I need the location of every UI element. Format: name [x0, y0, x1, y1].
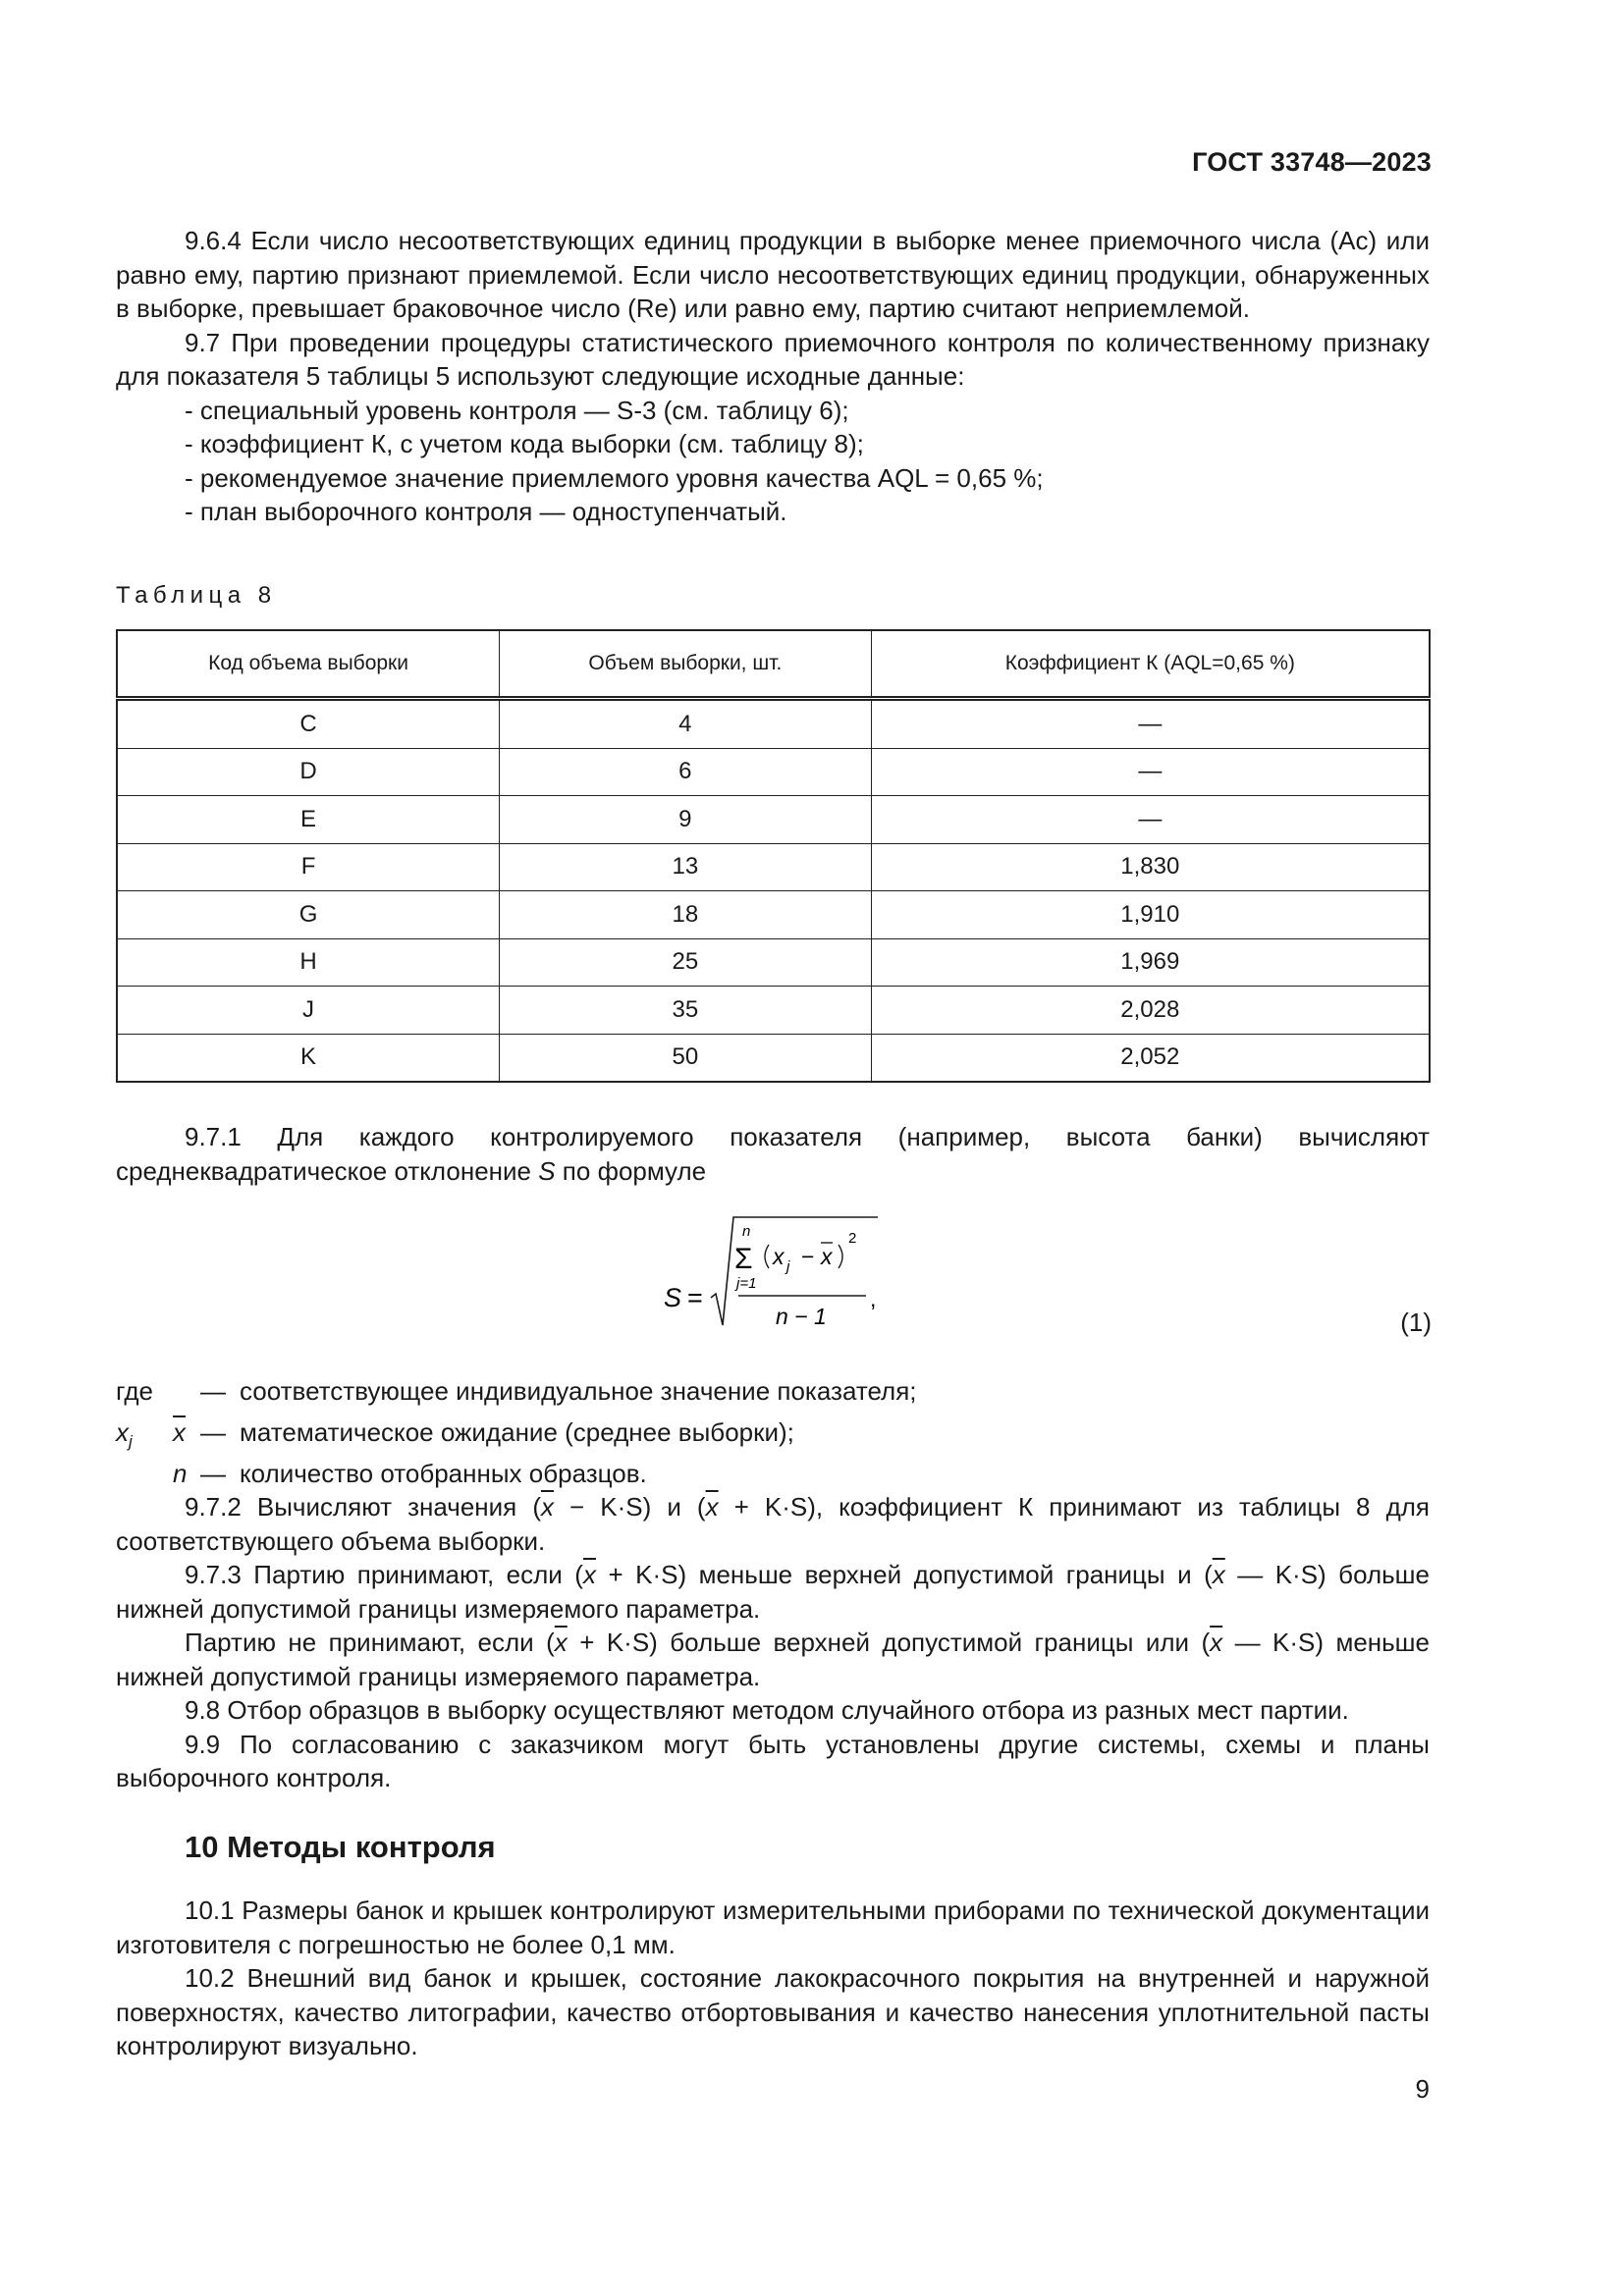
paragraph-9-9: 9.9 По согласованию с заказчиком могут быть установлены другие системы, схемы и планы выборочного контроля.	[116, 1729, 1430, 1792]
table-cell: —	[871, 699, 1430, 749]
paragraph-9-7-1	[116, 1120, 1430, 1188]
table-cell: 2,052	[871, 1034, 1430, 1082]
table-cell: 4	[500, 699, 872, 749]
paragraph-9-6-4: 9.6.4 Если число несоответствующих единиц продукции в выборке менее приемочного числа (Ac) или равно ему, партию признают приемлемой. Если число несоответствующих единиц продукции, обнаруженных в выборке, превышает браковочное число (Re) или равно ему, партию считают неприемлемой.	[116, 226, 1430, 323]
table-cell: J	[117, 987, 500, 1035]
legend-description: соответствующее индивидуальное значение показателя;	[240, 1376, 917, 1406]
table-cell: D	[117, 748, 500, 796]
table-cell: —	[871, 796, 1430, 844]
formula-lhs: S	[664, 1283, 682, 1312]
paragraph-9-7-1-block	[116, 1120, 1430, 1188]
text-run: + K·S) больше верхней допустимой границы или (	[567, 1628, 1211, 1657]
text-run: 9.7.3 Партию принимают, если (	[185, 1560, 583, 1589]
table-cell: 13	[500, 843, 872, 891]
variable-s: S	[538, 1155, 556, 1186]
std-deviation-formula	[660, 1209, 954, 1347]
table-row	[117, 796, 1430, 844]
table-cell: —	[871, 748, 1430, 796]
numerator-mean: x	[821, 1244, 833, 1269]
denominator: n − 1	[776, 1304, 827, 1329]
symbol-n: n	[173, 1459, 188, 1488]
table-caption: Таблица 8	[116, 582, 277, 609]
mean-symbol: $\overline{x}$	[705, 1492, 719, 1522]
text-run: 9.7.2 Вычисляют значения (	[185, 1492, 541, 1522]
symbol-x: x	[116, 1417, 129, 1447]
section-title: 10 Методы контроля	[185, 1830, 496, 1864]
table-cell: G	[117, 891, 500, 939]
list-item: - коэффициент К, с учетом кода выборки (см. таблицу 8);	[185, 429, 864, 458]
table-row	[117, 1034, 1430, 1082]
table-cell: 1,969	[871, 938, 1430, 987]
table-8	[116, 629, 1431, 1083]
numerator-subscript: j	[786, 1258, 790, 1275]
right-paren	[839, 1245, 842, 1268]
text-run: по формуле	[555, 1155, 707, 1186]
table-cell: C	[117, 699, 500, 749]
column-header: Код объема выборки	[117, 630, 500, 699]
table-cell: 2,028	[871, 987, 1430, 1035]
legend-description: математическое ожидание (среднее выборки);	[240, 1417, 794, 1447]
paragraph-10-1: 10.1 Размеры банок и крышек контролируют измерительными приборами по технической документации изготовителя с погрешностью не более 0,1 мм.	[116, 1896, 1430, 1959]
legend-dash: —	[200, 1459, 226, 1488]
mean-symbol: $\overline{x}$	[582, 1560, 596, 1589]
text-run: + K·S) меньше верхней допустимой границы и (	[595, 1560, 1213, 1589]
table-cell: 25	[500, 938, 872, 987]
table-row	[117, 748, 1430, 796]
table-cell: K	[117, 1034, 500, 1082]
column-header: Объем выборки, шт.	[500, 630, 872, 699]
paragraph-9-7: 9.7 При проведении процедуры статистического приемочного контроля по количественному признаку для показателя 5 таблицы 5 используют следующие исходные данные:	[116, 327, 1430, 391]
text-run: — K·S) меньше нижней допустимой границы измеряемого параметра.	[116, 1628, 1431, 1691]
table-cell: H	[117, 938, 500, 987]
text-run: 9.7.1 Для каждого контролируемого показателя (например, высота банки) вычисляют среднеквадратическое отклонение	[116, 1122, 1430, 1186]
mean-symbol: $\overline{x}$	[554, 1628, 568, 1657]
paragraph-not-accept	[116, 1626, 1430, 1693]
table-row	[117, 843, 1430, 891]
legend-dash: —	[200, 1376, 226, 1406]
formula-equals: =	[687, 1283, 703, 1312]
sum-lower-limit: j=1	[736, 1275, 757, 1292]
table-row	[117, 891, 1430, 939]
table-cell: 35	[500, 987, 872, 1035]
mean-symbol: $\overline{x}$	[1210, 1628, 1223, 1657]
list-item: - план выборочного контроля — одноступенчатый.	[185, 497, 787, 526]
numerator-variable: x	[773, 1244, 785, 1269]
sum-upper-limit: n	[742, 1223, 751, 1240]
section-10-text-block	[116, 1894, 1430, 2063]
table-header-row	[117, 630, 1430, 699]
legend-description: количество отобранных образцов.	[240, 1459, 647, 1488]
page-number: 9	[1415, 2074, 1430, 2104]
table-cell: 1,830	[871, 843, 1430, 891]
symbol-x-mean: $\overline{x}$	[173, 1417, 186, 1447]
intro-text-block	[116, 224, 1430, 529]
table-cell: 50	[500, 1034, 872, 1082]
text-run: — K·S) больше нижней допустимой границы измеряемого параметра.	[116, 1560, 1430, 1624]
symbol-subscript: j	[129, 1432, 133, 1452]
where-word: где	[116, 1376, 153, 1406]
formula-comma: ,	[870, 1286, 877, 1311]
table-cell: 6	[500, 748, 872, 796]
paragraph-10-2: 10.2 Внешний вид банок и крышек, состояние лакокрасочного покрытия на внутренней и наружной поверхностях, качество литографии, качество отбортовывания и качество нанесения уплотнительной пасты контролируют визуально.	[116, 1963, 1430, 2060]
text-run: Партию не принимают, если (	[185, 1628, 555, 1657]
table-row	[117, 938, 1430, 987]
legend-dash: —	[200, 1417, 226, 1447]
text-run: − K·S) и (	[553, 1492, 706, 1522]
table-row	[117, 987, 1430, 1035]
paragraph-9-8: 9.8 Отбор образцов в выборку осуществляют методом случайного отбора из разных мест партии.	[185, 1695, 1349, 1725]
mean-symbol: $\overline{x}$	[1212, 1560, 1225, 1589]
paragraphs-9-7-2-to-9-9	[116, 1490, 1430, 1795]
list-item: - специальный уровень контроля — S-3 (см. таблицу 6);	[185, 395, 849, 425]
formula-number: (1)	[1400, 1308, 1432, 1337]
numerator-minus: −	[801, 1244, 815, 1269]
paragraph-9-7-2	[116, 1490, 1430, 1558]
paragraph-9-7-3	[116, 1558, 1430, 1626]
column-header: Коэффициент К (AQL=0,65 %)	[871, 630, 1430, 699]
legend-symbol	[116, 1370, 153, 1463]
table-cell: F	[117, 843, 500, 891]
table-cell: 9	[500, 796, 872, 844]
table-cell: 1,910	[871, 891, 1430, 939]
list-item: - рекомендуемое значение приемлемого уровня качества AQL = 0,65 %;	[185, 462, 1044, 493]
text-run: + K·S), коэффициент К принимают из таблицы 8 для соответствующего объема выборки.	[116, 1492, 1430, 1556]
table-cell: 18	[500, 891, 872, 939]
document-id-header: ГОСТ 33748—2023	[1192, 147, 1432, 177]
table-cell: E	[117, 796, 500, 844]
table-row	[117, 699, 1430, 749]
mean-symbol: $\overline{x}$	[540, 1492, 554, 1522]
sigma-icon: Σ	[734, 1243, 753, 1275]
exponent: 2	[848, 1230, 857, 1247]
left-paren	[765, 1245, 769, 1268]
